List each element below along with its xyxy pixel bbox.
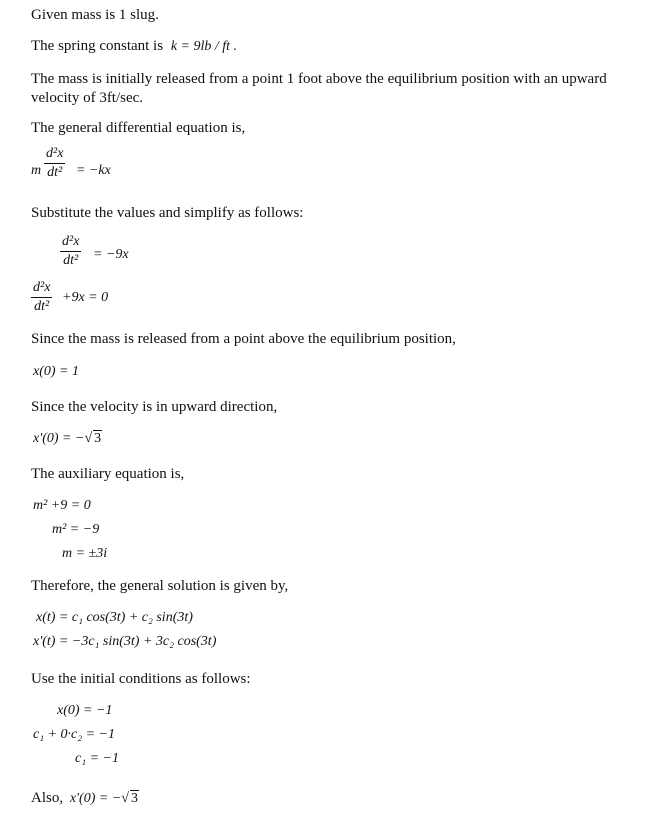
text-mass: Given mass is 1 slug.: [31, 7, 159, 23]
text-initial-condition: The mass is initially released from a point 1 foot above the equilibrium position with an upward velocity of 3ft/sec.: [31, 71, 607, 106]
sqrt-sign: √: [84, 431, 93, 446]
eq1-denominator: dt²: [47, 165, 63, 180]
eq-ic1: x(0) = 1: [33, 364, 79, 379]
eq3-numerator: d²x: [33, 280, 51, 295]
eq-ic2-lhs: x'(0) = −: [33, 431, 85, 446]
fraction-bar: [31, 297, 52, 298]
eq2-numerator: d²x: [62, 234, 80, 249]
eq2-fraction: [60, 234, 81, 269]
eq3-denominator: dt²: [34, 299, 50, 314]
text-released-above: Since the mass is released from a point above the equilibrium position,: [31, 331, 456, 347]
sqrt-radicand: 3: [130, 791, 138, 806]
text-auxiliary: The auxiliary equation is,: [31, 466, 185, 482]
eq-aux1: m² +9 = 0: [33, 498, 91, 513]
eq-use2: c₁ + 0·c₂ = −1: [33, 727, 116, 742]
eq1-fraction: [44, 146, 65, 181]
eq1-m: m: [31, 163, 42, 178]
eq-use3: c₁ = −1: [75, 751, 119, 766]
sqrt-sign: √: [121, 791, 129, 806]
text-also: [31, 789, 139, 808]
eq-ic2: [33, 431, 102, 447]
spring-constant-label: The spring constant is: [31, 38, 164, 54]
text-substitute: Substitute the values and simplify as follows:: [31, 205, 304, 221]
fraction-bar: [44, 163, 65, 164]
text-general-solution: Therefore, the general solution is given by,: [31, 578, 289, 594]
eq-gen2: x'(t) = −3c₁ sin(3t) + 3c₂ cos(3t): [33, 634, 217, 649]
eq1-rhs: = −kx: [76, 163, 111, 178]
also-label: Also,: [31, 790, 64, 806]
sqrt-radicand: 3: [94, 431, 102, 446]
eq-also-lhs: x'(0) = −: [69, 791, 122, 806]
eq2-rhs: = −9x: [93, 247, 129, 262]
eq-use1: x(0) = −1: [57, 703, 113, 718]
eq2-denominator: dt²: [63, 253, 79, 268]
text-initial-conditions: Use the initial conditions as follows:: [31, 671, 251, 687]
eq-aux2: m² = −9: [52, 522, 100, 537]
text-spring-constant: [31, 37, 237, 56]
eq-gen1: x(t) = c₁ cos(3t) + c₂ sin(3t): [36, 610, 193, 625]
text-general-de: The general differential equation is,: [31, 120, 246, 136]
eq1-numerator: d²x: [46, 146, 64, 161]
eq3-rhs: +9x = 0: [62, 290, 109, 305]
fraction-bar: [60, 251, 81, 252]
eq3-fraction: [31, 280, 52, 315]
spring-constant-eq: k = 9lb / ft .: [170, 39, 238, 54]
text-velocity-upward: Since the velocity is in upward direction,: [31, 399, 278, 415]
eq-aux3: m = ±3i: [62, 546, 108, 561]
eq-also: [70, 791, 139, 806]
